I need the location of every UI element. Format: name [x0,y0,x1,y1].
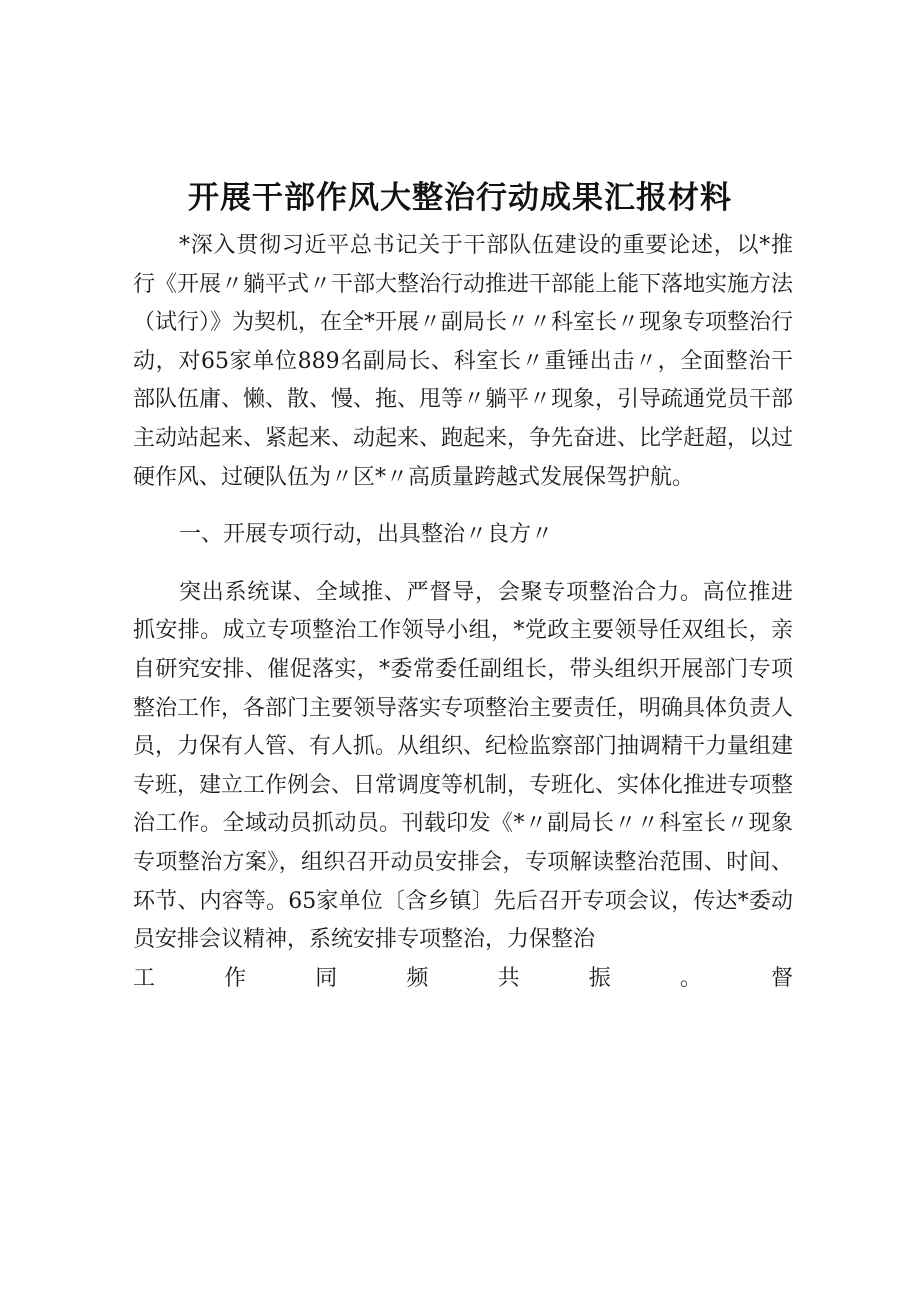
char: 作 [224,965,247,991]
char: 工 [133,965,156,991]
char: 振 [588,965,611,991]
char: 同 [315,965,338,991]
paragraph-spacer [133,555,793,574]
document-title: 开展干部作风大整治行动成果汇报材料 [188,180,732,216]
intro-paragraph: *深入贯彻习近平总书记关于干部队伍建设的重要论述，以*推行《开展〃躺平式〃干部大整治行动推进干部能上能下落地实施方法（试行）》为契机，在全*开展〃副局长〃〃科室长〃现象专项整治行动，对65家单位889名副局长、科室长〃重锤出击〃，全面整治干部队伍庸、懒、散、慢、拖、甩等〃躺平〃现象，引导疏通党员干部主动站起来、紧起来、动起来、跑起来，争先奋进、比学赶超，以过硬作风、过硬队伍为〃区*〃高质量跨越式发展保驾护航。 [133,233,794,490]
paragraph-spacer [133,497,793,516]
section-heading: 一、开展专项行动，出具整治〃良方〃 [179,522,554,548]
char: 共 [497,965,520,991]
justified-last-line [133,960,793,999]
char: 督 [770,965,793,991]
char: 频 [406,965,429,991]
char: 。 [679,965,702,991]
section-paragraph: 突出系统谋、全域推、严督导，会聚专项整治合力。高位推进抓安排。成立专项整治工作领导小组，*党政主要领导任双组长，亲自研究安排、催促落实，*委常委任副组长，带头组织开展部门专项整治工作，各部门主要领导落实专项整治主要责任，明确具体负责人员，力保有人管、有人抓。从组织、纪检监察部门抽调精干力量组建专班，建立工作例会、日常调度等机制，专班化、实体化推进专项整治工作。全域动员抓动员。刊载印发《*〃副局长〃〃科室长〃现象专项整治方案》，组织召开动员安排会，专项解读整治范围、时间、环节、内容等。65家单位〔含乡镇〕先后召开专项会议，传达*委动员安排会议精神，系统安排专项整治，力保整治 [133,579,794,953]
document-body [133,227,793,998]
